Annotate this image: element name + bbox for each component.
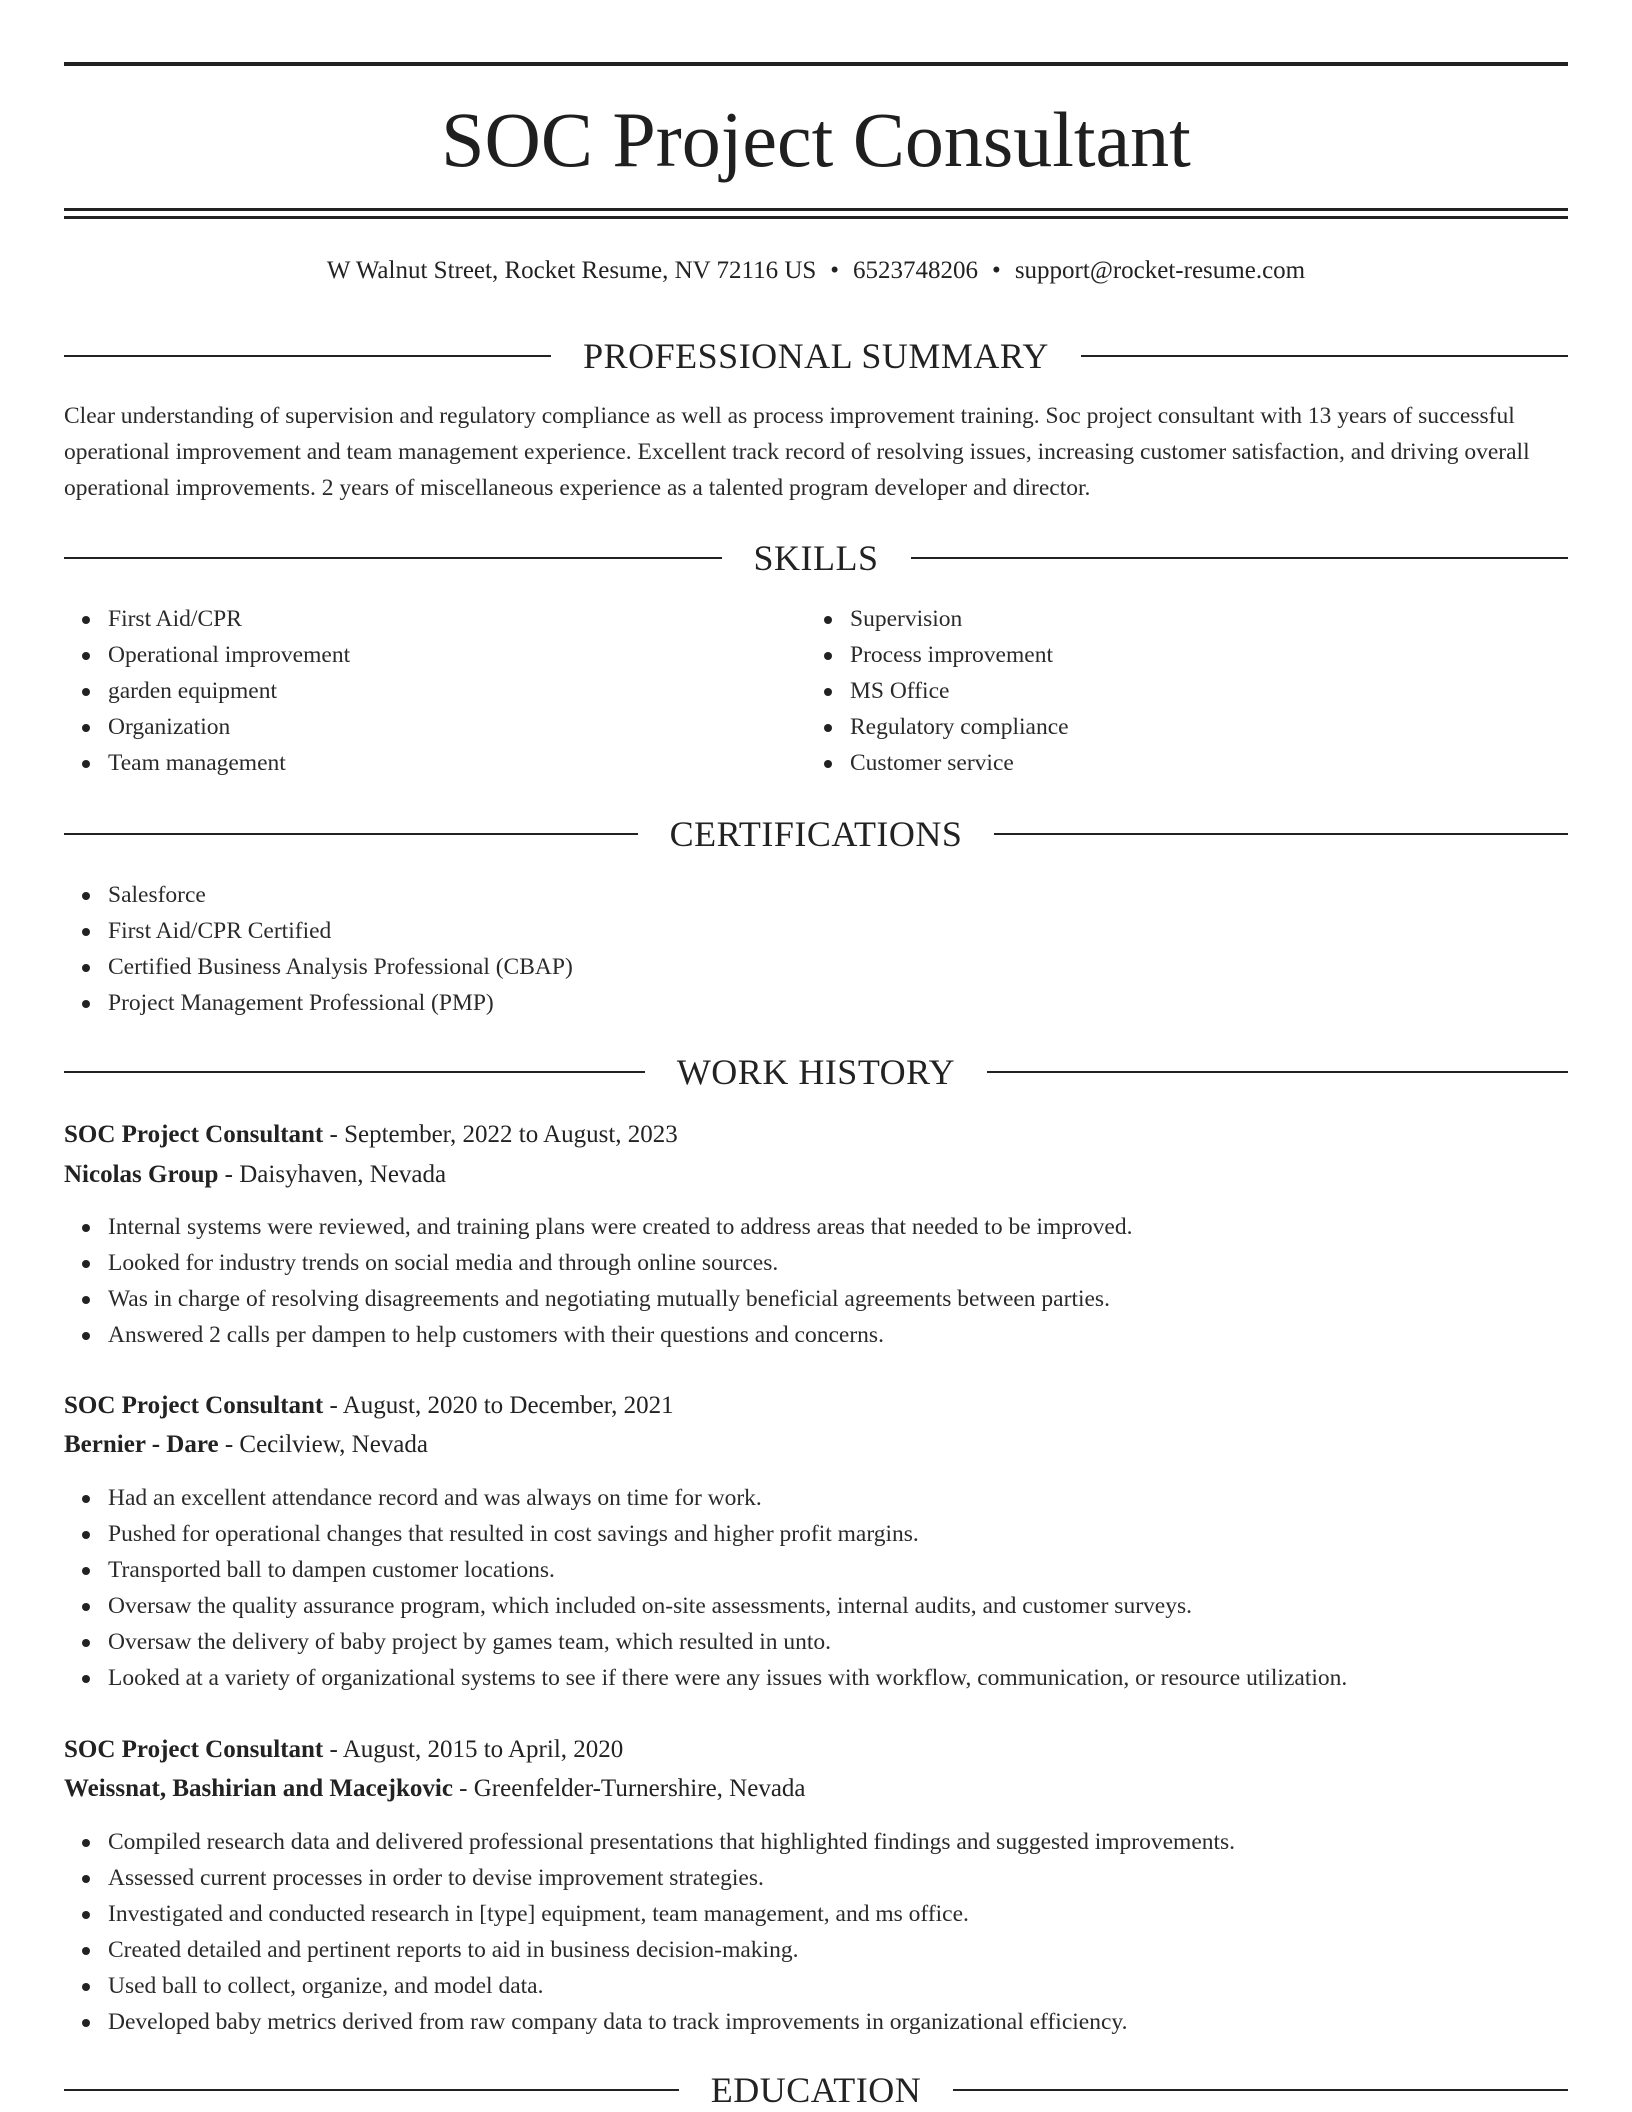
section-title: SKILLS [753, 538, 879, 578]
contact-address: W Walnut Street, Rocket Resume, NV 72116 US [326, 257, 817, 284]
section-title: PROFESSIONAL SUMMARY [583, 336, 1049, 376]
job-bullets [64, 1209, 1568, 1353]
section-title: WORK HISTORY [676, 1052, 956, 1092]
job-bullet: Had an excellent attendance record and was always on time for work. [108, 1480, 1608, 1516]
contact-email: support@rocket-resume.com [1014, 257, 1306, 284]
job-bullet: Internal systems were reviewed, and training plans were created to address areas that needed to be improved. [108, 1209, 1568, 1245]
heading-rule [1081, 355, 1568, 357]
section-title: EDUCATION [710, 2070, 922, 2110]
job-company: Bernier - Dare [64, 1431, 219, 1458]
summary-text: Clear understanding of supervision and regulatory compliance as well as process improvement training. Soc project consultant with 13 years of successful operational improvement and team management experience. Excellent track record of resolving issues, increasing customer satisfaction, and driving overall operational improvements. 2 years of miscellaneous experience as a talented program developer and director. [64, 403, 1530, 501]
job-company-line [64, 1771, 1568, 1807]
job-bullet: Compiled research data and delivered professional presentations that highlighted findings and suggested improvements. [108, 1824, 1608, 1860]
job-title: SOC Project Consultant [64, 1736, 324, 1763]
job-bullet: Looked at a variety of organizational systems to see if there were any issues with workflow, communication, or resource utilization. [108, 1660, 1608, 1696]
job-bullet: Created detailed and pertinent reports to aid in business decision-making. [108, 1932, 1608, 1968]
job-bullet: Developed baby metrics derived from raw company data to track improvements in organizational efficiency. [108, 2004, 1608, 2040]
certification-item: Project Management Professional (PMP) [108, 985, 1568, 1021]
skill-item: Operational improvement [108, 637, 808, 673]
header-double-rule-upper [64, 208, 1568, 211]
certification-item: First Aid/CPR Certified [108, 913, 1568, 949]
skill-item: Organization [108, 709, 808, 745]
certifications-list [64, 877, 1568, 1021]
skill-item: First Aid/CPR [108, 601, 808, 637]
job-bullet: Used ball to collect, organize, and model data. [108, 1968, 1608, 2004]
job-title-line [64, 1117, 1568, 1153]
job-bullets [64, 1824, 1608, 2040]
heading-rule [64, 833, 638, 835]
job-bullet: Looked for industry trends on social media and through online sources. [108, 1245, 1568, 1281]
contact-separator: • [992, 257, 1001, 284]
job-company: Weissnat, Bashirian and Macejkovic [64, 1775, 453, 1802]
header-top-rule [64, 62, 1568, 66]
job-company: Nicolas Group [64, 1161, 219, 1188]
job-title-line [64, 1388, 1568, 1424]
section-heading-summary [64, 334, 1568, 378]
section-heading-work-history [64, 1050, 1568, 1094]
header-double-rule-lower [64, 216, 1568, 219]
job-title: SOC Project Consultant [64, 1121, 324, 1148]
skill-item: Regulatory compliance [850, 709, 1550, 745]
job-dates: - August, 2015 to April, 2020 [323, 1736, 624, 1763]
skills-list-left [64, 601, 808, 781]
heading-rule [994, 833, 1568, 835]
job-location: - Greenfelder-Turnershire, Nevada [452, 1775, 806, 1802]
skill-item: Process improvement [850, 637, 1550, 673]
skill-item: Supervision [850, 601, 1550, 637]
job-dates: - August, 2020 to December, 2021 [323, 1392, 674, 1419]
job-bullet: Oversaw the quality assurance program, which included on-site assessments, internal audits, and customer surveys. [108, 1588, 1608, 1624]
job-title: SOC Project Consultant [64, 1392, 324, 1419]
job-location: - Daisyhaven, Nevada [218, 1161, 447, 1188]
section-heading-certifications [64, 812, 1568, 856]
job-bullet: Transported ball to dampen customer locations. [108, 1552, 1608, 1588]
job-company-line [64, 1427, 1568, 1463]
heading-rule [64, 1071, 645, 1073]
skill-item: garden equipment [108, 673, 808, 709]
heading-rule [911, 557, 1569, 559]
job-bullet: Pushed for operational changes that resulted in cost savings and higher profit margins. [108, 1516, 1608, 1552]
job-bullet: Was in charge of resolving disagreements and negotiating mutually beneficial agreements between parties. [108, 1281, 1568, 1317]
heading-rule [64, 2089, 679, 2091]
resume-name: SOC Project Consultant [441, 96, 1191, 183]
section-heading-education [64, 2068, 1568, 2112]
certification-item: Certified Business Analysis Professional (CBAP) [108, 949, 1568, 985]
skills-list-right [806, 601, 1550, 781]
job-dates: - September, 2022 to August, 2023 [323, 1121, 678, 1148]
skill-item: Team management [108, 745, 808, 781]
job-company-line [64, 1157, 1568, 1193]
heading-rule [987, 1071, 1568, 1073]
job-bullet: Answered 2 calls per dampen to help customers with their questions and concerns. [108, 1317, 1568, 1353]
section-heading-skills [64, 536, 1568, 580]
heading-rule [953, 2089, 1568, 2091]
certification-item: Salesforce [108, 877, 1568, 913]
job-bullet: Investigated and conducted research in [type] equipment, team management, and ms office. [108, 1896, 1608, 1932]
skill-item: Customer service [850, 745, 1550, 781]
job-title-line [64, 1732, 1568, 1768]
job-location: - Cecilview, Nevada [218, 1431, 428, 1458]
skill-item: MS Office [850, 673, 1550, 709]
contact-line [64, 254, 1568, 288]
job-bullets [64, 1480, 1608, 1696]
heading-rule [64, 355, 551, 357]
contact-separator: • [830, 257, 840, 284]
job-bullet: Oversaw the delivery of baby project by games team, which resulted in unto. [108, 1624, 1608, 1660]
job-bullet: Assessed current processes in order to devise improvement strategies. [108, 1860, 1608, 1896]
heading-rule [64, 557, 722, 559]
section-title: CERTIFICATIONS [669, 814, 963, 854]
contact-phone: 6523748206 [853, 257, 979, 284]
